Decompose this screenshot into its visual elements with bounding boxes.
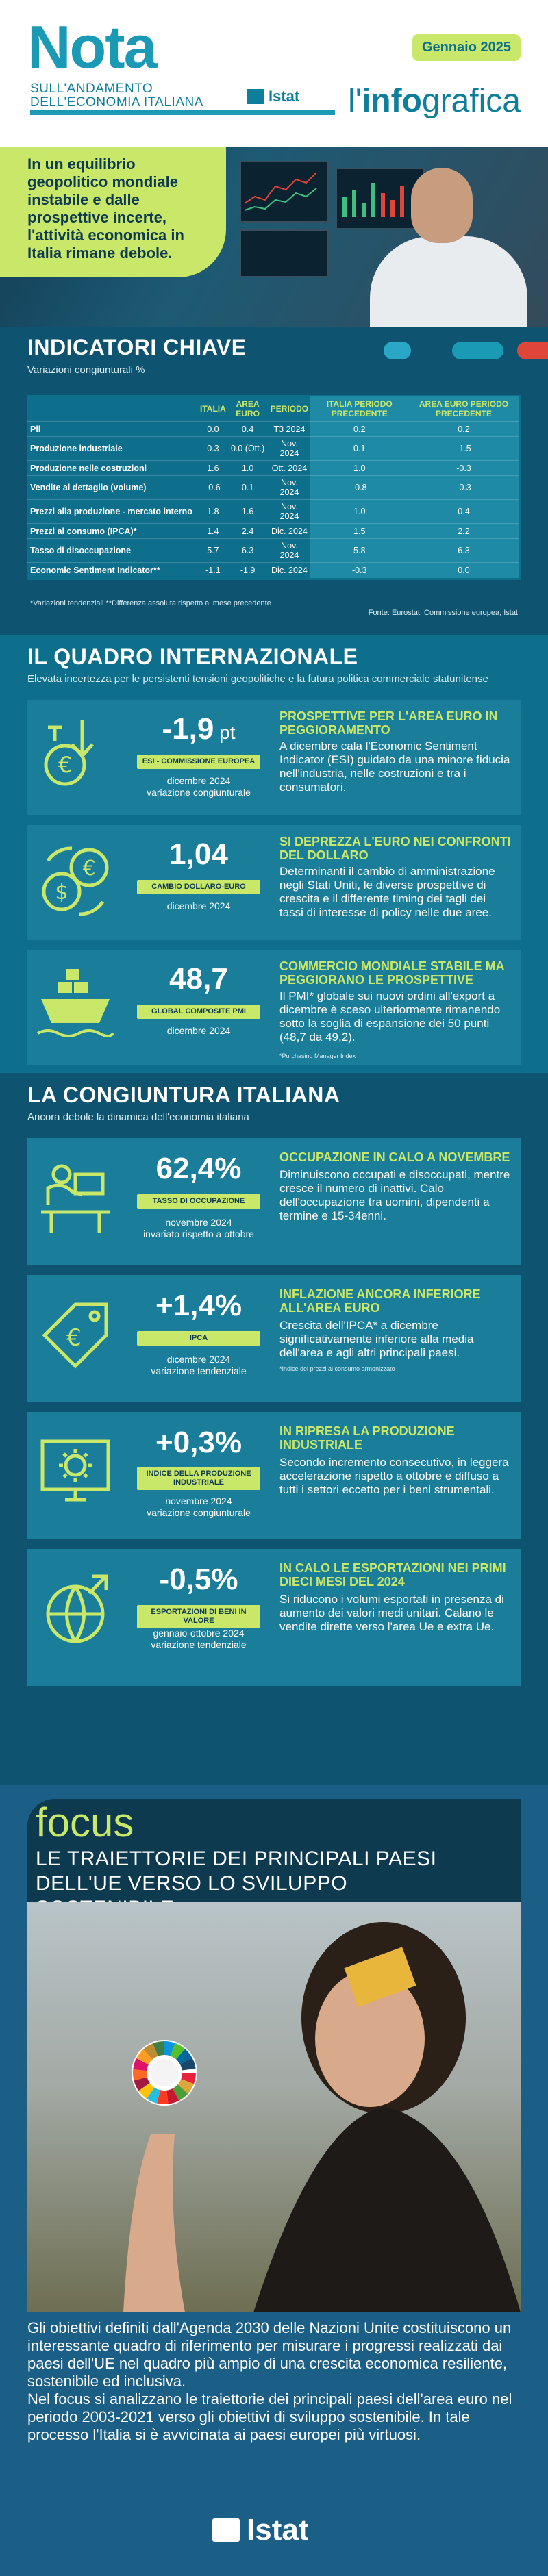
kpi-unit: pt (214, 722, 236, 743)
person-head-image (411, 168, 473, 243)
row-label: Produzione nelle costruzioni (27, 461, 199, 476)
kpi-value (123, 712, 274, 746)
kpi-date (130, 1217, 267, 1240)
table-cell: -1.5 (408, 437, 519, 461)
table-cell: 1.5 (310, 524, 408, 539)
col-header: ITALIA (200, 404, 226, 414)
cargo-ship-icon (34, 965, 116, 1047)
table-cell: Dic. 2024 (268, 563, 310, 578)
col-header: ITALIA PERIODO PRECEDENTE (310, 396, 408, 422)
subtitle-line-1: SULL'ANDAMENTO (30, 81, 153, 96)
focus-paragraph-2: Nel focus si analizzano le traiettorie dei principali paesi dell'area euro nel periodo 2003-2021 verso gli obiettivi di sviluppo sostenibile. In tale processo l'Italia si è avvicinata ai paesi europei più virtuosi. (27, 2390, 512, 2443)
table-cell: 1.0 (227, 461, 269, 476)
table-cell: 1.0 (310, 461, 408, 476)
kpi-date-1: gennaio-ottobre 2024 (153, 1628, 245, 1639)
table-cell: -1.9 (227, 563, 269, 578)
col-header: AREA EURO PERIODO PRECEDENTE (408, 396, 519, 422)
col-header: PERIODO (270, 404, 309, 414)
table-row (27, 437, 519, 461)
kpi-date-2: invariato rispetto a ottobre (143, 1228, 254, 1239)
card-body: Crescita dell'IPCA* a dicembre significativamente inferiore alla media dell'area e agli altri principali paesi. (279, 1319, 474, 1359)
kpi-date-1: novembre 2024 (165, 1217, 232, 1228)
istat-logo-small (247, 88, 299, 105)
card-headline: INFLAZIONE ANCORA INFERIORE ALL'AREA EURO (279, 1287, 481, 1315)
row-label: Vendite al dettaglio (volume) (27, 476, 199, 500)
kpi-date-1: novembre 2024 (165, 1495, 232, 1506)
brand-rule (30, 110, 335, 115)
table-cell: 2.2 (408, 524, 519, 539)
table-cell: -0.6 (199, 476, 227, 500)
table-cell: -0.3 (310, 563, 408, 578)
card-headline: SI DEPREZZA L'EURO NEI CONFRONTI DEL DOLLARO (279, 835, 511, 862)
euro-down-icon (34, 714, 116, 796)
decor-pill-teal (452, 342, 503, 359)
cong-card-esportazioni (27, 1549, 521, 1686)
row-label: Prezzi alla produzione - mercato interno (27, 500, 199, 524)
indicatori-subtitle: Variazioni congiunturali % (27, 364, 145, 376)
svg-text:€: € (82, 857, 96, 881)
screen-1 (240, 161, 329, 223)
card-headline: IN RIPRESA LA PRODUZIONE INDUSTRIALE (279, 1424, 455, 1452)
infografica-bold: info (361, 83, 422, 119)
card-body: Diminuiscono occupati e disoccupati, mentre cresce il numero di inattivi. Calo dell'occupazione tra uomini, dipendenti a termine e 15-34enni. (279, 1168, 510, 1222)
table-cell: -1.1 (199, 563, 227, 578)
table-cell: Nov. 2024 (268, 476, 310, 500)
kpi-value (123, 837, 274, 872)
congiuntura-title: LA CONGIUNTURA ITALIANA (27, 1083, 340, 1107)
infografica-rest: grafica (421, 83, 521, 119)
table-cell: Dic. 2024 (268, 524, 310, 539)
card-body: Il PMI* globale sui nuovi ordini all'export a dicembre è sceso ulteriormente rimanendo sotto la soglia di espansione dei 50 punti (48,7 da 49,2). (279, 989, 501, 1044)
table-cell: -0.8 (310, 476, 408, 500)
table-note: *Variazioni tendenziali **Differenza assoluta rispetto al mese precedente (30, 599, 271, 607)
kpi-date (130, 775, 267, 798)
table-cell: 2.4 (227, 524, 269, 539)
table-cell: 0.0 (408, 563, 519, 578)
istat-logo-footer (212, 2513, 308, 2547)
congiuntura-section (0, 1073, 548, 1785)
table-cell: 1.6 (227, 500, 269, 524)
table-cell: Nov. 2024 (268, 500, 310, 524)
euro-tag-icon (34, 1294, 116, 1376)
table-row (27, 563, 519, 578)
quadro-subtitle: Elevata incertezza per le persistenti tensioni geopolitiche e la futura politica commerciale statunitense (27, 673, 488, 685)
card-footnote: *Indice dei prezzi al consumo armonizzato (279, 1365, 395, 1372)
focus-text (27, 2319, 521, 2444)
quadro-card-pmi (27, 950, 521, 1065)
worker-desk-icon (34, 1157, 116, 1239)
kpi-label: INDICE DELLA PRODUZIONE INDUSTRIALE (137, 1467, 260, 1490)
row-label: Tasso di disoccupazione (27, 539, 199, 563)
indicatori-section (0, 327, 548, 635)
svg-text:$: $ (55, 881, 68, 905)
infografica-title (348, 82, 521, 120)
table-row (27, 422, 519, 437)
brand-text: Nota (27, 13, 156, 81)
table-row (27, 476, 519, 500)
kpi-date-1: dicembre 2024 (166, 1354, 231, 1365)
cong-card-occupazione (27, 1138, 521, 1265)
card-body: A dicembre cala l'Economic Sentiment Indicator (ESI) guidato da una minore fiducia nell'industria, nelle costruzioni e tra i consumatori. (279, 740, 510, 794)
subtitle-line-2: DELL'ECONOMIA ITALIANA (30, 95, 203, 110)
istat-logo-text: Istat (247, 2513, 309, 2547)
kpi-label: TASSO DI OCCUPAZIONE (137, 1194, 260, 1209)
table-source: Fonte: Eurostat, Commissione europea, Istat (368, 609, 518, 617)
focus-photo (27, 1902, 521, 2312)
card-body: Secondo incremento consecutivo, in leggera accelerazione rispetto a ottobre e diffuso a tutti i settori eccetto per i beni strumentali. (279, 1456, 509, 1496)
kpi-number: -0,5% (159, 1563, 238, 1596)
infografica-prefix: l' (348, 83, 362, 119)
quadro-title: IL QUADRO INTERNAZIONALE (27, 644, 358, 669)
cong-card-ipca (27, 1275, 521, 1402)
table-row (27, 539, 519, 563)
date-badge: Gennaio 2025 (412, 34, 521, 61)
table-cell: 0.2 (408, 422, 519, 437)
kpi-date: dicembre 2024 (166, 900, 231, 911)
table-cell: T3 2024 (268, 422, 310, 437)
kpi-date-2: variazione tendenziale (151, 1365, 247, 1376)
kpi-date (130, 1495, 267, 1519)
card-headline: IN CALO LE ESPORTAZIONI NEI PRIMI DIECI MESI DEL 2024 (279, 1561, 506, 1589)
table-cell: 1.6 (199, 461, 227, 476)
table-cell: 0.4 (227, 422, 269, 437)
kpi-value (123, 1563, 274, 1597)
card-headline: OCCUPAZIONE IN CALO A NOVEMBRE (279, 1150, 510, 1164)
kpi-date-2: variazione congiunturale (147, 787, 251, 798)
table-cell: 1.8 (199, 500, 227, 524)
decor-pill-red (517, 342, 548, 359)
kpi-date-1: dicembre 2024 (166, 775, 231, 786)
quadro-card-esi (27, 700, 521, 815)
kpi-date (130, 1628, 267, 1651)
kpi-number: 1,04 (169, 837, 228, 871)
table-cell: 0.0 (Ott.) (227, 437, 269, 461)
table-cell: 0.1 (310, 437, 408, 461)
gear-screen-icon (34, 1431, 116, 1513)
kpi-number: 48,7 (169, 962, 228, 996)
kpi-label: ESI - COMMISSIONE EUROPEA (137, 755, 260, 769)
kpi-number: 62,4% (155, 1152, 242, 1185)
table-cell: 0.0 (199, 422, 227, 437)
table-row (27, 461, 519, 476)
woman-sdg-wheel-image (27, 1902, 521, 2312)
card-body: Determinanti il cambio di amministrazione negli Stati Uniti, le diverse prospettive di crescita e il differente timing dei tagli dei tassi di interesse di policy nelle due aree. (279, 865, 495, 919)
table-header-row (27, 396, 519, 422)
congiuntura-subtitle: Ancora debole la dinamica dell'economia italiana (27, 1111, 249, 1123)
card-footnote: *Purchasing Manager Index (279, 1052, 356, 1059)
table-cell: 0.4 (408, 500, 519, 524)
focus-title: LE TRAIETTORIE DEI PRINCIPALI PAESI DELL'UE VERSO LO SVILUPPO (36, 1847, 437, 1895)
brand-subtitle (30, 82, 222, 110)
table-cell: 5.8 (310, 539, 408, 563)
kpi-date-2: variazione tendenziale (151, 1639, 247, 1650)
istat-logo-icon (212, 2518, 240, 2542)
brand-logo (27, 12, 156, 82)
table-cell: 1.4 (199, 524, 227, 539)
table-cell: 6.3 (408, 539, 519, 563)
table-cell: Nov. 2024 (268, 539, 310, 563)
indicators-table (27, 396, 519, 578)
person-shirt-image (370, 236, 527, 327)
row-label: Produzione industriale (27, 437, 199, 461)
hero-text: In un equilibrio geopolitico mondiale instabile e dalle prospettive incerte, l'attività economica in Italia rimane debole. (27, 155, 184, 262)
hero-banner (0, 147, 548, 327)
kpi-label: GLOBAL COMPOSITE PMI (137, 1005, 260, 1019)
table-cell: 0.2 (310, 422, 408, 437)
table-cell: Ott. 2024 (268, 461, 310, 476)
focus-paragraph-1: Gli obiettivi definiti dall'Agenda 2030 delle Nazioni Unite costituiscono un interessante quadro di riferimento per misurare i progressi realizzati dai paesi dell'UE nel quadro più ampio di una crescita economica resiliente, sostenibile ed inclusiva. (27, 2319, 512, 2390)
kpi-label: ESPORTAZIONI DI BENI IN VALORE (137, 1605, 260, 1628)
quadro-section (0, 635, 548, 1073)
table-cell: 5.7 (199, 539, 227, 563)
kpi-number: -1,9 (162, 712, 214, 746)
col-header (27, 396, 199, 422)
table-cell: Nov. 2024 (268, 437, 310, 461)
kpi-date: dicembre 2024 (166, 1025, 231, 1036)
istat-logo-text: Istat (269, 88, 300, 105)
card-body: Si riducono i volumi esportati in presenza di aumento dei valori medi unitari. Calano le vendite dirette verso l'area Ue e extra Ue. (279, 1593, 504, 1633)
table-cell: 0.1 (227, 476, 269, 500)
istat-logo-icon (247, 89, 264, 104)
kpi-number: +1,4% (155, 1289, 242, 1322)
row-label: Prezzi al consumo (IPCA)* (27, 524, 199, 539)
kpi-label: IPCA (137, 1331, 260, 1346)
table-row (27, 500, 519, 524)
table-cell: 6.3 (227, 539, 269, 563)
chart-lines-icon (241, 162, 327, 221)
card-headline: PROSPETTIVE PER L'AREA EURO IN PEGGIORAMENTO (279, 709, 498, 737)
kpi-value (123, 1426, 274, 1460)
screen-3 (240, 229, 329, 277)
quadro-card-cambio (27, 825, 521, 940)
table-row (27, 524, 519, 539)
table-cell: 1.0 (310, 500, 408, 524)
globe-export-icon (34, 1569, 116, 1652)
kpi-number: +0,3% (155, 1426, 242, 1459)
table-cell: -0.3 (408, 476, 519, 500)
svg-text:€: € (66, 1324, 82, 1352)
kpi-date (130, 1354, 267, 1377)
row-label: Pil (27, 422, 199, 437)
row-label: Economic Sentiment Indicator** (27, 563, 199, 578)
table-cell: 0.3 (199, 437, 227, 461)
kpi-value (123, 1152, 274, 1186)
svg-text:€: € (58, 752, 73, 778)
col-header: AREA EURO (236, 399, 260, 418)
header (0, 0, 548, 147)
kpi-value (123, 1289, 274, 1323)
focus-word: focus (36, 1800, 134, 1845)
kpi-label: CAMBIO DOLLARO-EURO (137, 880, 260, 894)
card-headline: COMMERCIO MONDIALE STABILE MA PEGGIORANO LE PROSPETTIVE (279, 959, 504, 987)
decor-pill-blue (384, 342, 411, 359)
focus-section (0, 1785, 548, 2576)
currency-exchange-icon (34, 840, 116, 922)
kpi-date-2: variazione congiunturale (147, 1507, 251, 1518)
cong-card-produzione (27, 1412, 521, 1539)
indicatori-title: INDICATORI CHIAVE (27, 335, 247, 359)
table-cell: -0.3 (408, 461, 519, 476)
kpi-value (123, 962, 274, 996)
